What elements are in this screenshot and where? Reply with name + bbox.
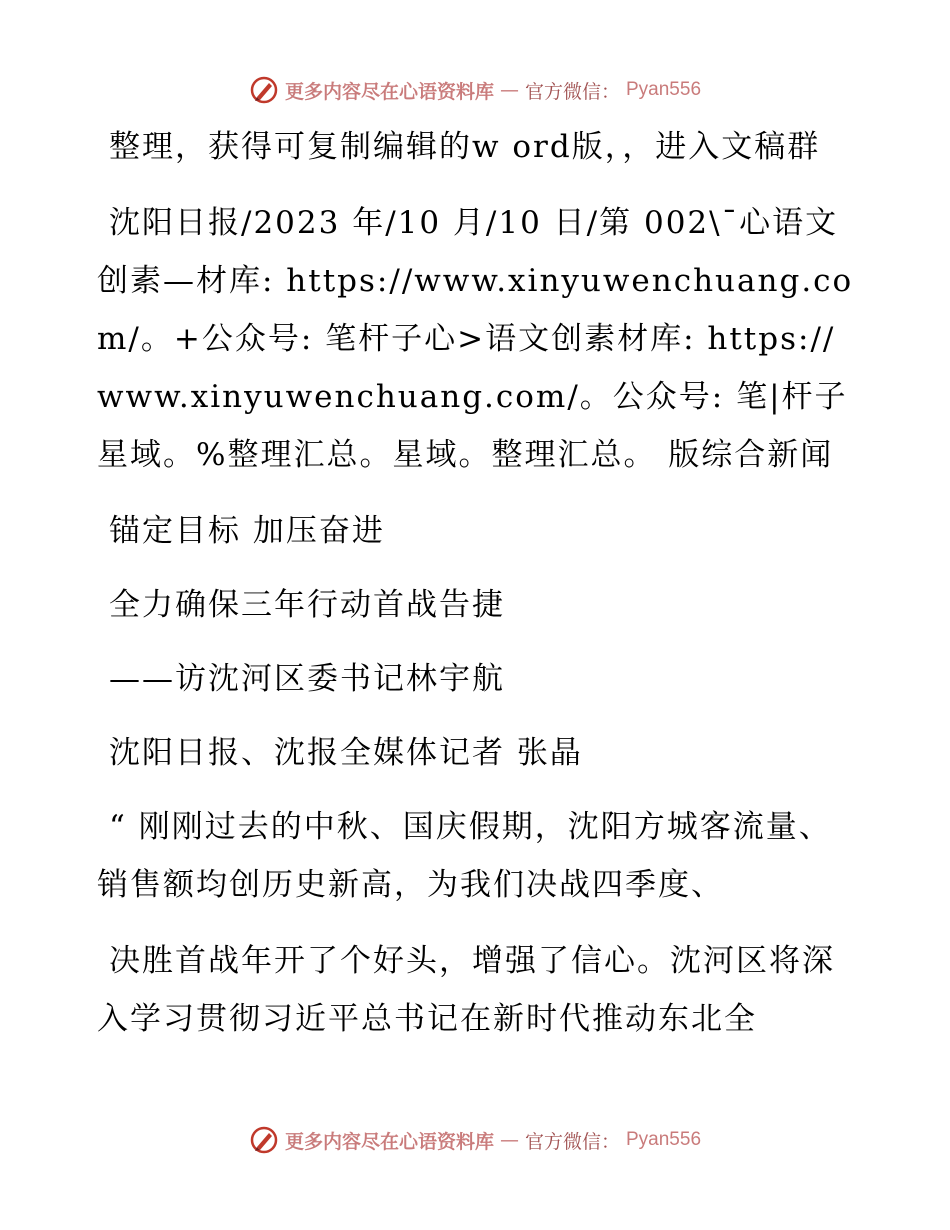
document-body — [97, 118, 857, 1066]
pen-logo-icon — [249, 1125, 279, 1155]
paragraph-body-1: “ 刚刚过去的中秋、国庆假期，沈阳方城客流量、销售额均创历史新高，为我们决战四季度、 — [97, 809, 832, 903]
watermark-separator: — — [499, 79, 519, 101]
headline-2: 全力确保三年行动首战告捷 — [109, 587, 505, 623]
paragraph-intro: 整理，获得可复制编辑的w ord版，，进入文稿群 — [109, 129, 821, 165]
paragraph-source: 沈阳日报/2023 年/10 月/10 日/第 002\¯心语文创素—材库: https://www.xinyuwenchuang.com/。+公众号: 笔杆子心>语文创素材库: https://www.xinyuwenchuang.com/。公众号: 笔|杆子星域。%整理汇总。星域。整理汇总。 版综合新闻 — [97, 205, 854, 473]
watermark-wechat-id: Pyan556 — [626, 1129, 702, 1150]
subheadline: ——访沈河区委书记林宇航 — [109, 661, 505, 697]
byline: 沈阳日报、沈报全媒体记者 张晶 — [109, 735, 583, 771]
watermark-official-label: 官方微信： — [524, 1130, 620, 1153]
watermark-separator: — — [499, 1129, 519, 1151]
pen-logo-icon — [249, 75, 279, 105]
watermark-official-label: 官方微信： — [524, 80, 620, 103]
header-watermark — [0, 70, 950, 110]
watermark-main-text: 更多内容尽在心语资料库 — [284, 1130, 494, 1153]
paragraph-body-2: 决胜首战年开了个好头，增强了信心。沈河区将深入学习贯彻习近平总书记在新时代推动东北全 — [97, 943, 835, 1037]
footer-watermark — [0, 1120, 950, 1160]
headline-1: 锚定目标 加压奋进 — [109, 513, 385, 549]
watermark-main-text: 更多内容尽在心语资料库 — [284, 80, 494, 103]
watermark-wechat-id: Pyan556 — [626, 79, 702, 100]
